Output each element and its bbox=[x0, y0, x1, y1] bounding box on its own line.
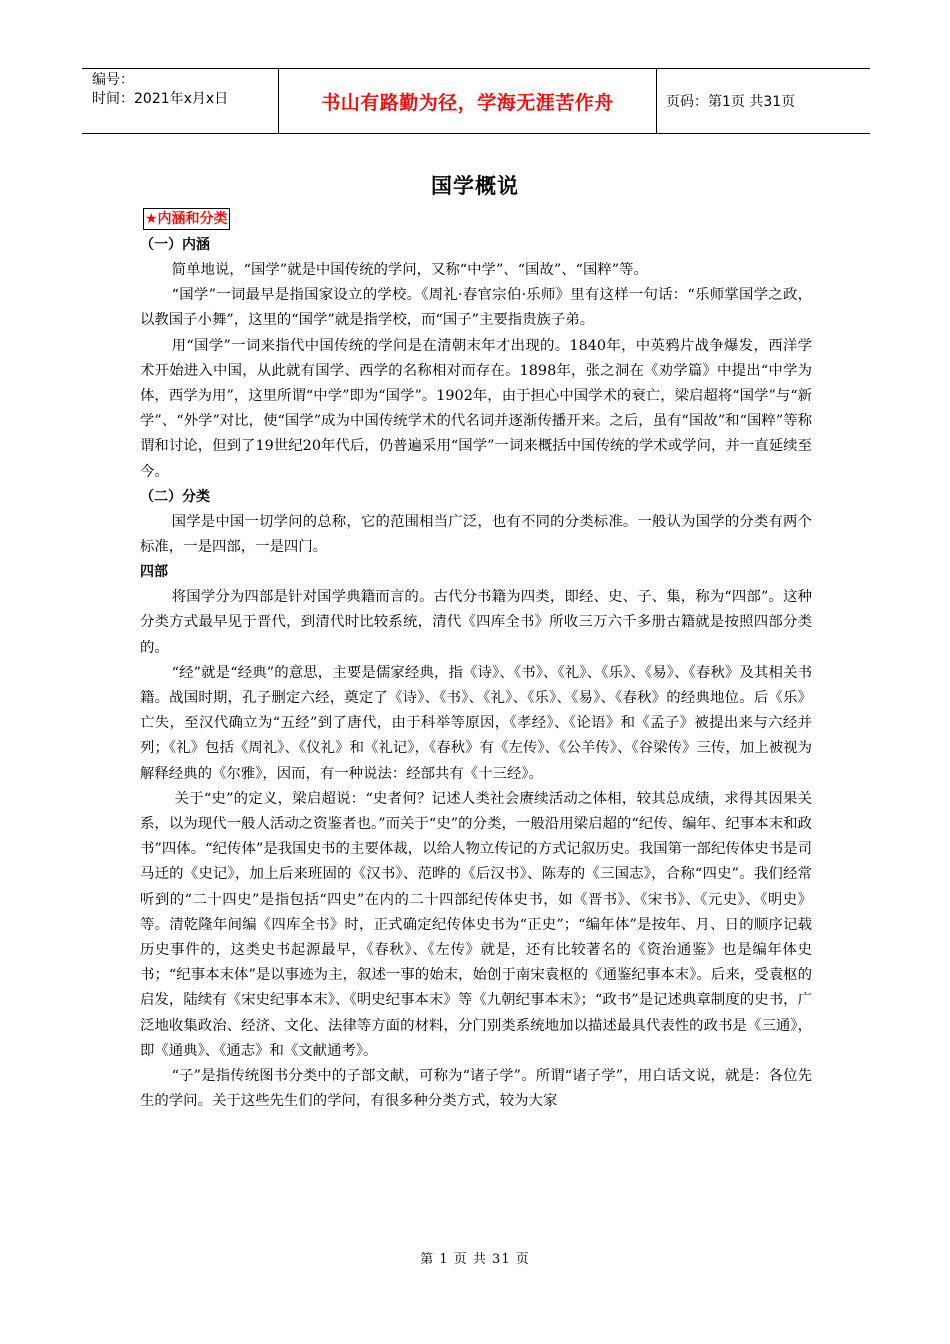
document-body bbox=[140, 208, 812, 1115]
header-meta bbox=[82, 69, 279, 133]
page-header bbox=[82, 68, 870, 134]
paragraph: “子”是指传统图书分类中的子部文献，可称为“诸子学”。所谓“诸子学”，用白话文说，就是：各位先生的学问。关于这些先生们的学问，有很多种分类方式，较为大家 bbox=[140, 1068, 812, 1110]
section-heading: ★内涵和分类 bbox=[143, 208, 230, 230]
document-title: 国学概说 bbox=[431, 174, 519, 198]
subsection-heading-fenlei: （二）分类 bbox=[140, 488, 210, 505]
paragraph: 将国学分为四部是针对国学典籍而言的。古代分书籍为四类，即经、史、子、集，称为“四部”。这种分类方式最早见于晋代，到清代时比较系统，清代《四库全书》所收三万六千多册古籍就是按照四部分类的。 bbox=[140, 589, 812, 656]
paragraph: 国学是中国一切学问的总称，它的范围相当广泛，也有不同的分类标准。一般认为国学的分类有两个标准，一是四部，一是四门。 bbox=[140, 513, 812, 556]
paragraph: 关于“史”的定义，梁启超说：“史者何？记述人类社会赓续活动之体相，较其总成绩，求得其因果关系，以为现代一般人活动之资鉴者也。”而关于“史”的分类，一般沿用梁启超的“纪传、编年、纪事本末和政书”四体。“纪传体”是我国史书的主要体裁，以给人物立传记的方式记叙历史。我国第一部纪传体史书是司马迁的《史记》，加上后来班固的《汉书》、范晔的《后汉书》、陈寿的《三国志》，合称“四史”。我们经常听到的“二十四史”是指包括“四史”在内的二十四部纪传体史书，如《晋书》、《宋书》、《元史》、《明史》等。清乾隆年间编《四库全书》时，正式确定纪传体史书为“正史”；“编年体”是按年、月、日的顺序记载历史事件的，这类史书起源最早，《春秋》、《左传》就是，还有比较著名的《资治通鉴》也是编年体史书；“纪事本末体”是以事迹为主，叙述一事的始末，始创于南宋袁枢的《通鉴纪事本末》。后来，受袁枢的启发，陆续有《宋史纪事本末》、《明史纪事本末》等《九朝纪事本末》；“政书”是记述典章制度的史书，广泛地收集政治、经济、文化、法律等方面的材料，分门别类系统地加以描述最具代表性的政书是《三通》，即《通典》、《通志》和《文献通考》。 bbox=[140, 790, 812, 1059]
subsection-heading-neihan: （一）内涵 bbox=[140, 237, 210, 253]
header-motto: 书山有路勤为径，学海无涯苦作舟 bbox=[279, 69, 657, 133]
document-time-label: 时间：2021年x月x日 bbox=[92, 91, 229, 107]
paragraph: 用“国学”一词来指代中国传统的学问是在清朝末年才出现的。1840年，中英鸦片战争爆发，西洋学术开始进入中国，从此就有国学、西学的名称相对而存在。1898年，张之洞在《劝学篇》中提出“中学为体，西学为用”，这里所谓“中学”即为“国学”。1902年，由于担心中国学术的衰亡，梁启超将“国学”与“新学”、“外学”对比，使“国学”成为中国传统学术的代名词并逐渐传播开来。之后，虽有“国故”和“国粹”等称谓和讨论，但到了19世纪20年代后，仍普遍采用“国学”一词来概括中国传统的学术或学问，并一直延续至今。 bbox=[140, 337, 812, 480]
paragraph: “经”就是“经典”的意思，主要是儒家经典，指《诗》、《书》、《礼》、《乐》、《易》、《春秋》及其相关书籍。战国时期，孔子删定六经，奠定了《诗》、《书》、《礼》、《乐》、《易》、《春秋》的经典地位。后《乐》亡失，至汉代确立为“五经”到了唐代，由于科举等原因，《孝经》、《论语》和《孟子》被提出来与六经并列；《礼》包括《周礼》、《仪礼》和《礼记》，《春秋》有《左传》、《公羊传》、《谷梁传》三传，加上被视为解释经典的《尔雅》，因而，有一种说法：经部共有《十三经》。 bbox=[140, 664, 812, 782]
document-number-label: 编号： bbox=[92, 72, 134, 88]
page-footer: 第 1 页 共 31 页 bbox=[420, 1252, 530, 1267]
subsection-heading-sibu: 四部 bbox=[140, 564, 168, 581]
header-page-label: 页码：第1页 共31页 bbox=[666, 94, 796, 110]
paragraph: 简单地说，“国学”就是中国传统的学问，又称“中学”、“国故”、“国粹”等。 bbox=[171, 262, 648, 278]
paragraph: “国学”一词最早是指国家设立的学校。《周礼·春官宗伯·乐师》里有这样一句话：“乐师掌国学之政，以教国子小舞”，这里的“国学”就是指学校，而“国子”主要指贵族子弟。 bbox=[140, 287, 812, 329]
